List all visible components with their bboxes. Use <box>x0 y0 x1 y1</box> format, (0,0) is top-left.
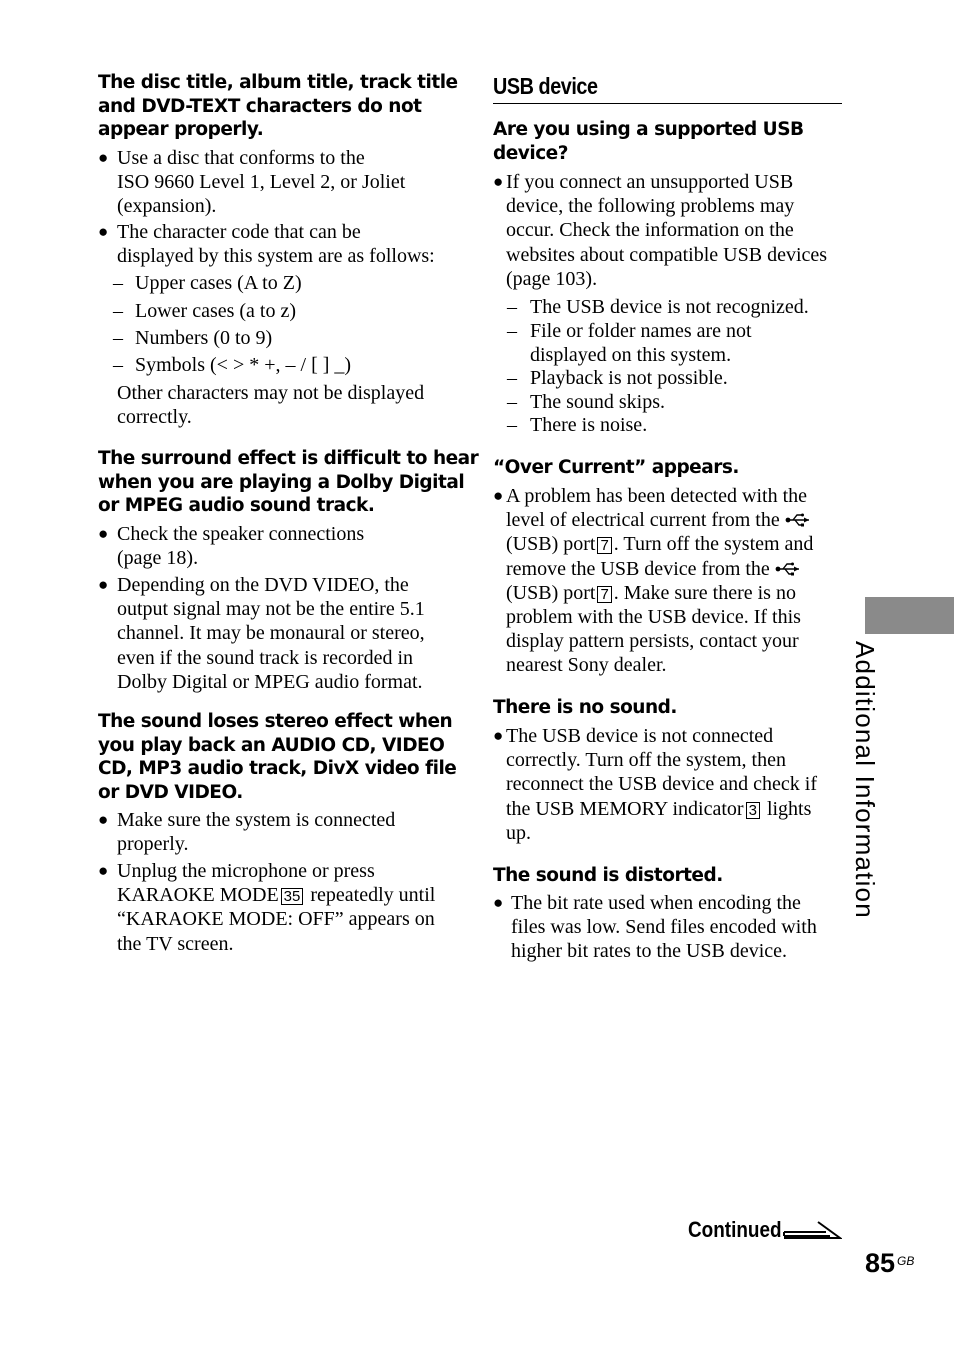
paragraph: The character code that can be displayed by this system are as follows: <box>117 221 435 268</box>
dash: – <box>507 296 517 318</box>
page-suffix: GB <box>897 1254 915 1268</box>
heading-stereo: The sound loses stereo effect when you play back an AUDIO CD, VIDEO CD, MP3 audio track, DivX video file or DVD VIDEO. <box>98 711 457 803</box>
side-tab-marker <box>865 597 954 634</box>
port-ref-box: 7 <box>597 537 611 554</box>
list-item: File or folder names are not displayed on this system. <box>530 320 752 367</box>
dash: – <box>113 272 123 294</box>
list-item: The USB device is not recognized. <box>530 296 809 318</box>
list-item: Numbers (0 to 9) <box>135 327 273 349</box>
list-item: The sound skips. <box>530 391 665 413</box>
heading-distorted: The sound is distorted. <box>493 865 723 886</box>
heading-over-current: “Over Current” appears. <box>493 457 739 478</box>
heading-supported-usb: Are you using a supported USB device? <box>493 119 804 164</box>
paragraph: Unplug the microphone or press KARAOKE MODE 35 repeatedly until “KARAOKE MODE: OFF” appears on the TV screen. <box>117 860 436 955</box>
paragraph: Check the speaker connections (page 18). <box>117 523 365 570</box>
bullet: ● <box>98 524 109 543</box>
usb-icon <box>785 513 811 527</box>
list-item: There is noise. <box>530 414 648 436</box>
heading-surround: The surround effect is difficult to hear when you are playing a Dolby Digital or MPEG audio sound track. <box>98 448 479 517</box>
dash: – <box>113 354 123 376</box>
dash: – <box>507 414 517 436</box>
bullet: ● <box>493 893 504 912</box>
heading-disc-title: The disc title, album title, track title and DVD-TEXT characters do not appear properly. <box>98 72 458 141</box>
paragraph: Depending on the DVD VIDEO, the output signal may not be the entire 5.1 channel. It may be monaural or stereo, even if the sound track is recorded in Dolby Digital or MPEG audio format. <box>117 574 425 693</box>
dash: – <box>113 300 123 322</box>
section-rule <box>493 103 842 104</box>
paragraph: If you connect an unsupported USB device, the following problems may occur. Check the information on the websites about compatible USB devices (page 103). <box>506 171 828 290</box>
bullet: ● <box>493 726 504 745</box>
dash: – <box>507 320 517 342</box>
bullet: ● <box>493 172 504 191</box>
list-item: Playback is not possible. <box>530 367 728 389</box>
paragraph: Use a disc that conforms to the ISO 9660 Level 1, Level 2, or Joliet (expansion). <box>117 147 406 218</box>
bullet: ● <box>98 575 109 594</box>
button-ref-box: 35 <box>281 888 304 905</box>
side-tab-label: Additional Information <box>850 641 880 919</box>
paragraph: The USB device is not connected correctly. Turn off the system, then reconnect the USB device and check if the USB MEMORY indicator 3 lights up. <box>506 725 817 844</box>
port-ref-box: 7 <box>597 586 611 603</box>
bullet: ● <box>98 148 109 167</box>
usb-icon <box>775 562 801 576</box>
indicator-ref-box: 3 <box>746 802 760 819</box>
list-item: Upper cases (A to Z) <box>135 272 302 294</box>
list-item: Lower cases (a to z) <box>135 300 297 322</box>
bullet: ● <box>98 861 109 880</box>
dash: – <box>507 367 517 389</box>
dash: – <box>113 327 123 349</box>
continued-label: Continued <box>688 1217 782 1242</box>
paragraph: The bit rate used when encoding the files was low. Send files encoded with higher bit rates to the USB device. <box>511 892 817 963</box>
paragraph: Make sure the system is connected properly. <box>117 809 396 856</box>
bullet: ● <box>493 486 504 505</box>
section-title: USB device <box>493 73 598 99</box>
paragraph: A problem has been detected with the level of electrical current from the (USB) port 7 . Turn off the system and remove the USB device from the (USB) port 7 . Make sure there is no problem with the USB device. If this display pattern persists, contact your nearest Sony dealer. <box>506 485 814 677</box>
page-number: 85 <box>865 1248 896 1278</box>
paragraph: Other characters may not be displayed correctly. <box>117 382 425 429</box>
list-item: Symbols (< > * +, – / [ ] _) <box>135 354 352 376</box>
continued-arrow-icon <box>782 1218 842 1242</box>
bullet: ● <box>98 810 109 829</box>
dash: – <box>507 391 517 413</box>
bullet: ● <box>98 222 109 241</box>
heading-no-sound: There is no sound. <box>493 697 677 718</box>
